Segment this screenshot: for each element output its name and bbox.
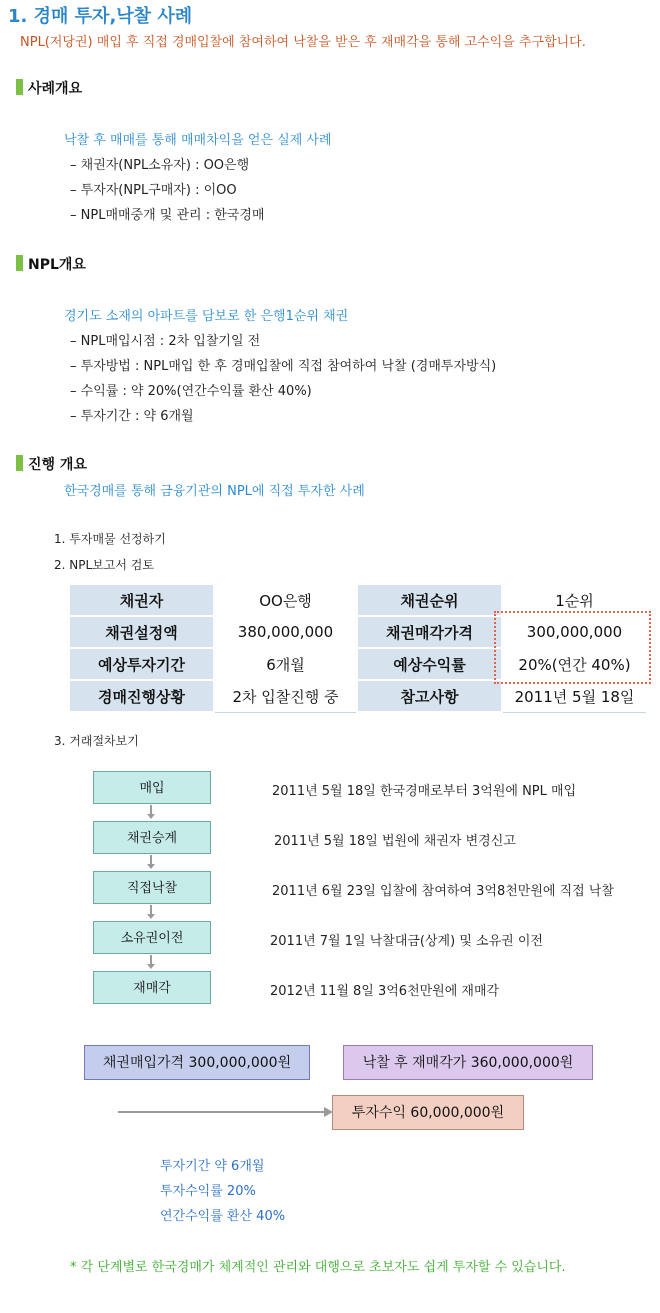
step-3: 3. 거래절차보기 xyxy=(54,734,139,748)
table-cell: 300,000,000 xyxy=(502,616,647,648)
table-cell: 380,000,000 xyxy=(214,616,357,648)
table-cell: 1순위 xyxy=(502,584,647,616)
table-header-cell: 예상투자기간 xyxy=(69,648,214,680)
section-heading-npl xyxy=(16,254,86,274)
case-item: – 투자자(NPL구매자) : 이OO xyxy=(70,183,237,198)
resale-price-box: 낙찰 후 재매각가 360,000,000원 xyxy=(343,1045,593,1080)
footnote: * 각 단계별로 한국경매가 체계적인 관리와 대행으로 초보자도 쉽게 투자할 수 있습니다. xyxy=(70,1260,566,1275)
table-header-cell: 참고사항 xyxy=(357,680,502,712)
down-arrow-icon xyxy=(150,905,152,916)
summary-detail: 연간수익률 환산 40% xyxy=(160,1209,286,1224)
table-header-cell: 채권설정액 xyxy=(69,616,214,648)
section-bar-icon xyxy=(16,79,23,95)
table-header-cell: 채권순위 xyxy=(357,584,502,616)
flow-step-box: 채권승계 xyxy=(93,821,211,854)
npl-item: – 투자방법 : NPL매입 한 후 경매입찰에 직접 참여하여 낙찰 (경매투자방식) xyxy=(70,359,497,374)
npl-lead: 경기도 소재의 아파트를 담보로 한 은행1순위 채권 xyxy=(64,309,349,324)
flow-step-desc: 2012년 11월 8일 3억6천만원에 재매각 xyxy=(270,984,500,999)
table-header-cell: 경매진행상황 xyxy=(69,680,214,712)
flow-step-desc: 2011년 6월 23일 입찰에 참여하여 3억8천만원에 직접 낙찰 xyxy=(272,884,614,899)
section-heading-label: NPL개요 xyxy=(28,257,86,273)
npl-item: – 수익률 : 약 20%(연간수익률 환산 40%) xyxy=(70,384,312,399)
step-2: 2. NPL보고서 검토 xyxy=(54,558,154,572)
table-cell: 20%(연간 40%) xyxy=(502,648,647,680)
flow-step-box: 소유권이전 xyxy=(93,921,211,954)
case-lead: 낙찰 후 매매를 통해 매매차익을 얻은 실제 사례 xyxy=(64,133,332,148)
flow-step-box: 매입 xyxy=(93,771,211,804)
profit-box: 투자수익 60,000,000원 xyxy=(332,1095,524,1130)
highlight-dotted-frame xyxy=(494,611,651,684)
section-heading-case xyxy=(16,78,82,98)
section-heading-label: 사례개요 xyxy=(28,81,83,97)
table-header-cell: 예상수익률 xyxy=(357,648,502,680)
case-item: – NPL매매중개 및 관리 : 한국경매 xyxy=(70,208,265,223)
table-cell: OO은행 xyxy=(214,584,357,616)
right-arrow-icon xyxy=(118,1104,334,1120)
step-1: 1. 투자매물 선정하기 xyxy=(54,532,166,546)
section-bar-icon xyxy=(16,455,23,471)
npl-item: – NPL매입시점 : 2차 입찰기일 전 xyxy=(70,334,261,349)
table-cell: 2차 입찰진행 중 xyxy=(214,680,357,712)
table-row xyxy=(69,680,647,712)
page-subtitle: NPL(저당권) 매입 후 직접 경매입찰에 참여하여 낙찰을 받은 후 재매각을 통해 고수익을 추구합니다. xyxy=(20,35,586,50)
table-header-cell: 채권자 xyxy=(69,584,214,616)
purchase-price-box: 채권매입가격 300,000,000원 xyxy=(84,1045,310,1080)
summary-detail: 투자기간 약 6개월 xyxy=(160,1159,265,1174)
npl-item: – 투자기간 : 약 6개월 xyxy=(70,409,194,424)
case-item: – 채권자(NPL소유자) : OO은행 xyxy=(70,158,250,173)
section-bar-icon xyxy=(16,255,23,271)
section-heading-label: 진행 개요 xyxy=(28,457,87,473)
down-arrow-icon xyxy=(150,805,152,816)
summary-detail: 투자수익률 20% xyxy=(160,1184,256,1199)
flow-step-box: 직접낙찰 xyxy=(93,871,211,904)
down-arrow-icon xyxy=(150,955,152,966)
flow-step-desc: 2011년 7월 1일 낙찰대금(상계) 및 소유권 이전 xyxy=(270,934,543,949)
section-heading-progress xyxy=(16,454,87,474)
flow-step-box: 재매각 xyxy=(93,971,211,1004)
page-title: 1. 경매 투자,낙찰 사례 xyxy=(8,6,193,27)
flow-step-desc: 2011년 5월 18일 법원에 채권자 변경신고 xyxy=(274,834,516,849)
table-cell: 6개월 xyxy=(214,648,357,680)
down-arrow-icon xyxy=(150,855,152,866)
table-header-cell: 채권매각가격 xyxy=(357,616,502,648)
progress-lead: 한국경매를 통해 금융기관의 NPL에 직접 투자한 사례 xyxy=(64,484,365,499)
flow-step-desc: 2011년 5월 18일 한국경매로부터 3억원에 NPL 매입 xyxy=(272,784,577,799)
table-cell: 2011년 5월 18일 xyxy=(502,680,647,712)
